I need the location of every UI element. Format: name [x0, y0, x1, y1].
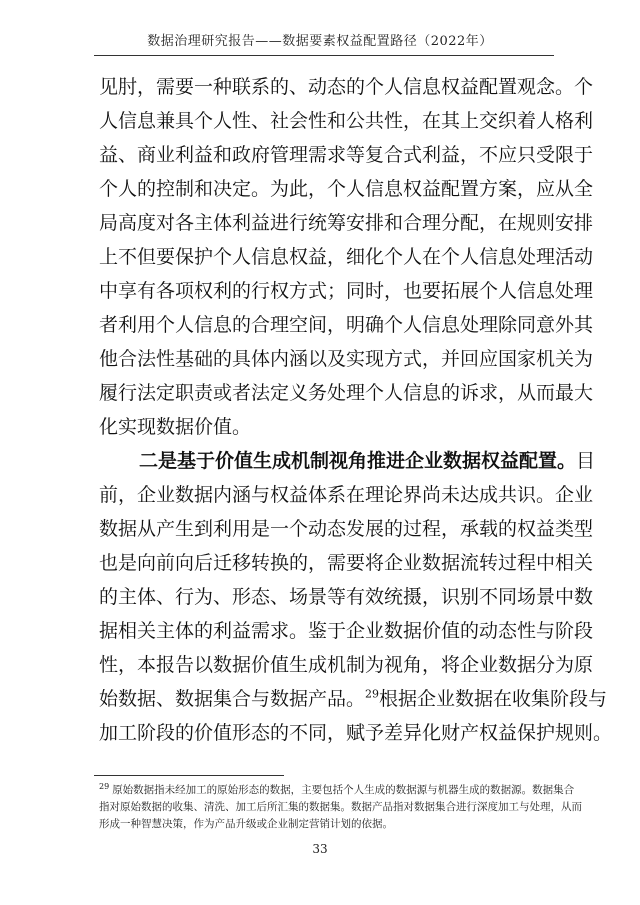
footnote-number: 29: [99, 781, 110, 791]
footnote-text: 原始数据指未经加工的原始形态的数据，主要包括个人生成的数据源与机器生成的数据源。数据集合: [112, 784, 575, 796]
main-body-text: [99, 70, 613, 750]
paragraph-line: 性，本报告以数据价值生成机制为视角，将企业数据分为原: [99, 654, 594, 676]
paragraph-line: 也是向前向后迁移转换的，需要将企业数据流转过程中相关: [99, 552, 594, 574]
paragraph-line: 个人的控制和决定。为此，个人信息权益配置方案，应从全: [99, 178, 594, 200]
paragraph-line: 前，企业数据内涵与权益体系在理论界尚未达成共识。企业: [99, 484, 594, 506]
paragraph-line: 者利用个人信息的合理空间，明确个人信息处理除同意外其: [99, 314, 594, 336]
paragraph-line-with-heading: [99, 444, 596, 478]
paragraph-line: 见肘，需要一种联系的、动态的个人信息权益配置观念。个: [99, 76, 594, 98]
paragraph-personal-info: [99, 70, 594, 444]
paragraph-line: 人信息兼具个人性、社会性和公共性，在其上交织着人格利: [99, 110, 594, 132]
paragraph-line: 数据从产生到利用是一个动态发展的过程，承载的权益类型: [99, 518, 594, 540]
text-before-ref: 始数据、数据集合与数据产品。: [99, 688, 366, 710]
footnote: [99, 781, 582, 833]
paragraph-line-with-footnote-ref: [99, 682, 608, 716]
paragraph-line: 局高度对各主体利益进行统筹安排和合理分配，在规则安排: [99, 212, 594, 234]
paragraph-line: 益、商业利益和政府管理需求等复合式利益，不应只受限于: [99, 144, 594, 166]
running-header: 数据治理研究报告——数据要素权益配置路径（2022年）: [147, 34, 493, 49]
paragraph-line: 化实现数据价值。: [99, 416, 252, 438]
footnote-line: [99, 781, 575, 799]
paragraph-line: 据相关主体的利益需求。鉴于企业数据价值的动态性与阶段: [99, 620, 594, 642]
header-divider: [94, 55, 554, 56]
footnote-line: 指对原始数据的收集、清洗、加工后所汇集的数据集。数据产品指对数据集合进行深度加工与处理，从而: [99, 801, 582, 813]
paragraph-enterprise-data: [99, 444, 613, 750]
footnote-divider: [94, 775, 284, 776]
paragraph-heading: 二是基于价值生成机制视角推进企业数据权益配置。: [139, 450, 577, 472]
paragraph-line: 履行法定职责或者法定义务处理个人信息的诉求，从而最大: [99, 382, 594, 404]
paragraph-line: 他合法性基础的具体内涵以及实现方式，并回应国家机关为: [99, 348, 594, 370]
page-number: 33: [312, 842, 328, 856]
paragraph-line: 中享有各项权利的行权方式；同时，也要拓展个人信息处理: [99, 280, 594, 302]
paragraph-line: 加工阶段的价值形态的不同，赋予差异化财产权益保护规则。: [99, 722, 613, 744]
paragraph-line: 上不但要保护个人信息权益，细化个人在个人信息处理活动: [99, 246, 594, 268]
text-after-ref: 根据企业数据在收集阶段与: [379, 688, 608, 710]
paragraph-line: 的主体、行为、形态、场景等有效统摄，识别不同场景中数: [99, 586, 594, 608]
footnote-line: 形成一种智慧决策，作为产品升级或企业制定营销计划的依据。: [99, 818, 393, 830]
footnote-reference[interactable]: 29: [365, 687, 380, 701]
paragraph-line-rest: 目: [576, 450, 596, 472]
